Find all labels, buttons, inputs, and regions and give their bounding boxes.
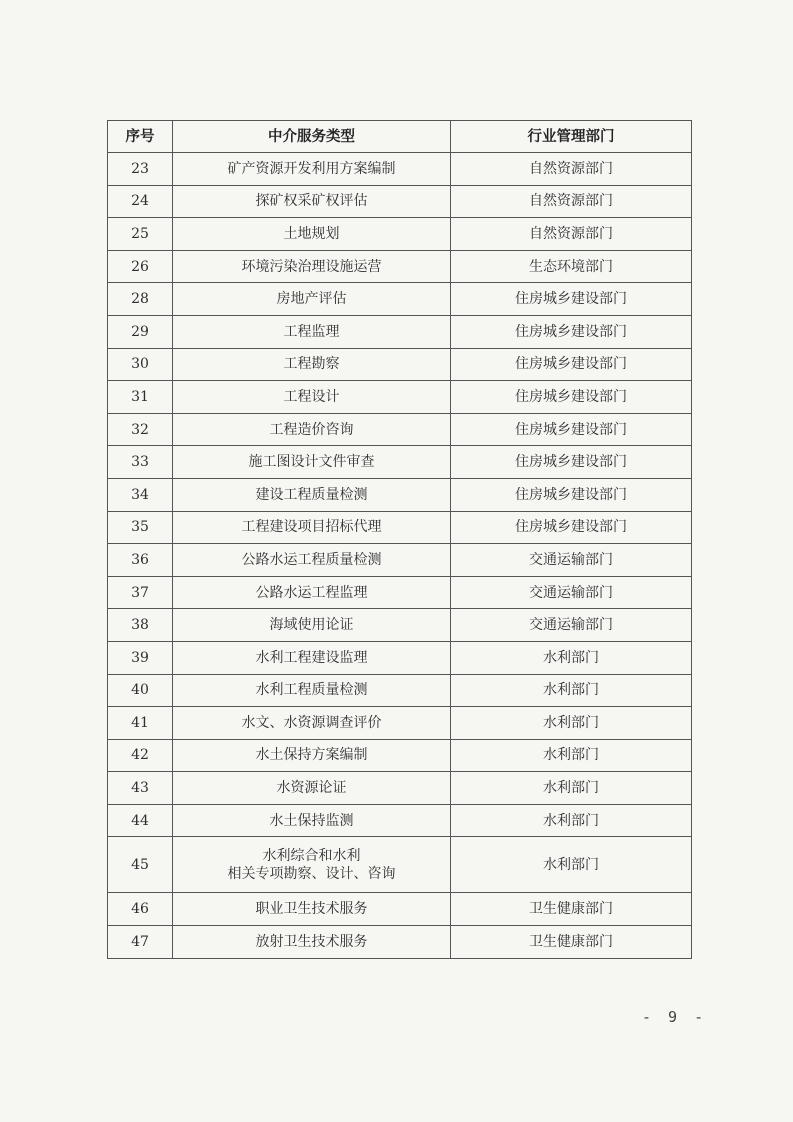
cell-service-type	[173, 511, 451, 544]
cell-service-type	[173, 893, 451, 926]
service-type-line: 公路水运工程监理	[255, 584, 368, 601]
cell-service-type	[173, 185, 451, 218]
header-service-type: 中介服务类型	[173, 121, 451, 153]
cell-department: 住房城乡建设部门	[451, 381, 692, 414]
service-type-line: 公路水运工程质量检测	[241, 551, 382, 568]
table-row	[108, 707, 692, 740]
table-row	[108, 674, 692, 707]
cell-department: 水利部门	[451, 641, 692, 674]
service-type-line: 探矿权采矿权评估	[255, 193, 368, 210]
table-row	[108, 153, 692, 186]
header-department: 行业管理部门	[451, 121, 692, 153]
table-row	[108, 926, 692, 959]
cell-department: 水利部门	[451, 837, 692, 893]
cell-number: 29	[108, 315, 173, 348]
table-row	[108, 772, 692, 805]
cell-department: 交通运输部门	[451, 609, 692, 642]
cell-number: 36	[108, 544, 173, 577]
cell-department: 住房城乡建设部门	[451, 511, 692, 544]
cell-number: 42	[108, 739, 173, 772]
service-type-line: 水文、水资源调查评价	[241, 714, 382, 731]
table-row	[108, 315, 692, 348]
service-type-line: 矿产资源开发利用方案编制	[227, 160, 396, 177]
cell-number: 24	[108, 185, 173, 218]
cell-number: 43	[108, 772, 173, 805]
cell-number: 35	[108, 511, 173, 544]
table-row	[108, 446, 692, 479]
cell-service-type	[173, 446, 451, 479]
cell-department: 自然资源部门	[451, 153, 692, 186]
table-header-row	[108, 121, 692, 153]
service-type-line: 房地产评估	[276, 291, 347, 308]
cell-department: 卫生健康部门	[451, 893, 692, 926]
service-type-line: 海域使用论证	[269, 617, 354, 634]
service-type-line: 工程造价咨询	[269, 421, 354, 438]
cell-service-type	[173, 837, 451, 893]
cell-department: 住房城乡建设部门	[451, 446, 692, 479]
cell-service-type	[173, 478, 451, 511]
cell-department: 水利部门	[451, 739, 692, 772]
service-type-line: 水利工程质量检测	[255, 682, 368, 699]
cell-number: 45	[108, 837, 173, 893]
service-type-line: 施工图设计文件审查	[248, 454, 375, 471]
service-type-line: 水土保持监测	[269, 812, 354, 829]
page-number: - 9 -	[642, 1008, 708, 1026]
service-type-line: 水资源论证	[276, 780, 347, 797]
cell-service-type	[173, 315, 451, 348]
table-row	[108, 511, 692, 544]
table-row	[108, 804, 692, 837]
table-row	[108, 218, 692, 251]
table-row	[108, 544, 692, 577]
service-type-line: 工程勘察	[283, 356, 340, 373]
cell-service-type	[173, 283, 451, 316]
table-row	[108, 348, 692, 381]
table-row	[108, 641, 692, 674]
service-type-line: 职业卫生技术服务	[255, 901, 368, 918]
service-type-line: 工程设计	[283, 388, 340, 405]
cell-number: 32	[108, 413, 173, 446]
cell-service-type	[173, 804, 451, 837]
cell-department: 住房城乡建设部门	[451, 348, 692, 381]
cell-service-type	[173, 772, 451, 805]
cell-department: 自然资源部门	[451, 218, 692, 251]
cell-department: 住房城乡建设部门	[451, 413, 692, 446]
cell-department: 自然资源部门	[451, 185, 692, 218]
cell-number: 46	[108, 893, 173, 926]
cell-number: 41	[108, 707, 173, 740]
service-type-line: 水利综合和水利	[262, 847, 361, 864]
intermediary-service-table	[107, 120, 692, 959]
cell-number: 47	[108, 926, 173, 959]
cell-number: 28	[108, 283, 173, 316]
table-row	[108, 893, 692, 926]
service-type-line: 环境污染治理设施运营	[241, 258, 382, 275]
cell-number: 25	[108, 218, 173, 251]
table-row	[108, 609, 692, 642]
cell-service-type	[173, 576, 451, 609]
header-number: 序号	[108, 121, 173, 153]
cell-number: 40	[108, 674, 173, 707]
service-type-line: 相关专项勘察、设计、咨询	[227, 865, 396, 882]
table-row	[108, 478, 692, 511]
service-type-line: 建设工程质量检测	[255, 486, 368, 503]
cell-department: 水利部门	[451, 707, 692, 740]
table-body	[108, 153, 692, 959]
cell-service-type	[173, 381, 451, 414]
cell-number: 39	[108, 641, 173, 674]
service-type-line: 土地规划	[283, 225, 340, 242]
table-row	[108, 837, 692, 893]
table-row	[108, 739, 692, 772]
cell-number: 34	[108, 478, 173, 511]
cell-service-type	[173, 218, 451, 251]
service-type-line: 工程监理	[283, 323, 340, 340]
cell-number: 30	[108, 348, 173, 381]
service-type-line: 水利工程建设监理	[255, 649, 368, 666]
table-row	[108, 576, 692, 609]
cell-department: 水利部门	[451, 772, 692, 805]
cell-number: 37	[108, 576, 173, 609]
cell-department: 水利部门	[451, 674, 692, 707]
table-row	[108, 250, 692, 283]
cell-service-type	[173, 250, 451, 283]
service-type-line: 工程建设项目招标代理	[241, 519, 382, 536]
cell-number: 23	[108, 153, 173, 186]
table-row	[108, 283, 692, 316]
cell-service-type	[173, 926, 451, 959]
cell-number: 38	[108, 609, 173, 642]
cell-service-type	[173, 153, 451, 186]
table-row	[108, 185, 692, 218]
cell-department: 住房城乡建设部门	[451, 478, 692, 511]
cell-number: 31	[108, 381, 173, 414]
cell-department: 住房城乡建设部门	[451, 283, 692, 316]
cell-number: 44	[108, 804, 173, 837]
cell-department: 生态环境部门	[451, 250, 692, 283]
cell-number: 26	[108, 250, 173, 283]
cell-number: 33	[108, 446, 173, 479]
cell-service-type	[173, 609, 451, 642]
service-type-line: 水土保持方案编制	[255, 747, 368, 764]
cell-department: 卫生健康部门	[451, 926, 692, 959]
table-row	[108, 413, 692, 446]
cell-service-type	[173, 707, 451, 740]
cell-service-type	[173, 674, 451, 707]
service-type-line: 放射卫生技术服务	[255, 933, 368, 950]
table-row	[108, 381, 692, 414]
cell-service-type	[173, 739, 451, 772]
cell-service-type	[173, 348, 451, 381]
cell-service-type	[173, 544, 451, 577]
cell-department: 交通运输部门	[451, 544, 692, 577]
cell-department: 水利部门	[451, 804, 692, 837]
cell-service-type	[173, 641, 451, 674]
cell-service-type	[173, 413, 451, 446]
cell-department: 交通运输部门	[451, 576, 692, 609]
cell-department: 住房城乡建设部门	[451, 315, 692, 348]
